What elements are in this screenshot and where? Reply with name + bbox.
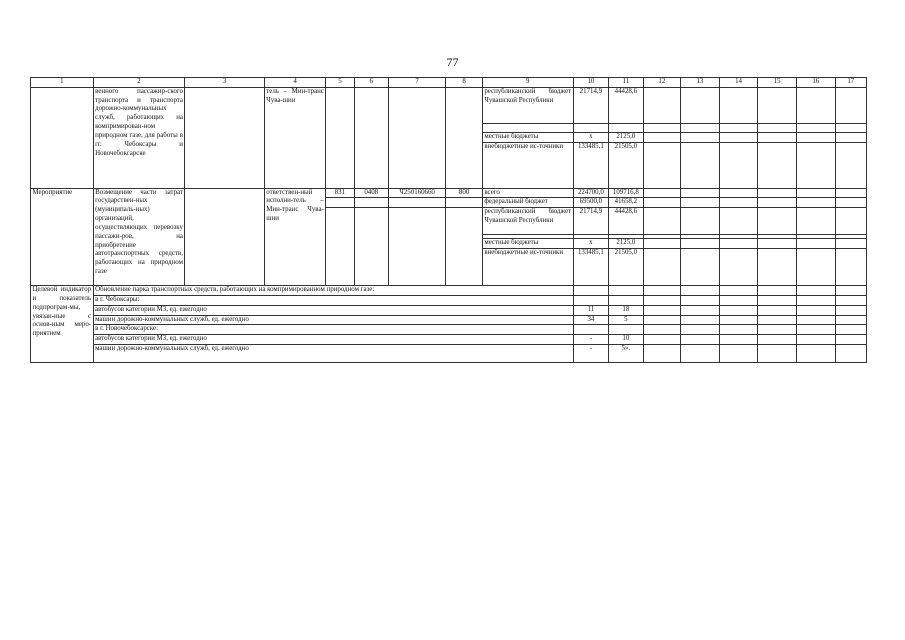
value-cell bbox=[573, 286, 608, 296]
program-table bbox=[30, 77, 867, 363]
value-cell bbox=[573, 295, 608, 305]
code-target-article: Ч250160660 bbox=[388, 188, 445, 198]
table-row bbox=[31, 345, 867, 363]
value-cell bbox=[573, 325, 608, 335]
value-cell: 2125,0 bbox=[609, 132, 643, 142]
code-grbs: 831 bbox=[326, 188, 354, 198]
funding-source: местные бюджеты bbox=[482, 132, 573, 142]
column-number: 6 bbox=[354, 78, 388, 88]
table-row bbox=[31, 315, 867, 325]
value-cell: 133485,1 bbox=[573, 142, 608, 188]
value-cell: 44428,6 bbox=[609, 87, 643, 123]
indicator-text: машин дорожно-коммунальных служб, ед. ежегодно bbox=[93, 345, 573, 363]
cell-empty bbox=[388, 87, 445, 188]
column-number: 12 bbox=[643, 78, 681, 88]
table-row bbox=[31, 325, 867, 335]
value-cell: 44428,6 bbox=[609, 208, 643, 235]
column-number: 13 bbox=[681, 78, 720, 88]
table-row bbox=[31, 286, 867, 296]
indicator-text: Обновление парка транспортных средств, работающих на компримированном природном газе: bbox=[93, 286, 573, 296]
column-number: 14 bbox=[719, 78, 758, 88]
value-cell: 5». bbox=[609, 345, 643, 363]
column-number: 3 bbox=[185, 78, 264, 88]
responsible-executor: тель – Мин-транс Чува-шии bbox=[264, 87, 326, 188]
value-cell bbox=[609, 325, 643, 335]
column-number: 17 bbox=[835, 78, 866, 88]
funding-source: республиканский бюджет Чувашской Республики bbox=[482, 208, 573, 235]
column-number: 10 bbox=[573, 78, 608, 88]
table-row bbox=[31, 305, 867, 315]
code-section: 0408 bbox=[354, 188, 388, 198]
value-cell: 133485,1 bbox=[573, 249, 608, 286]
indicator-text: в г. Новочебоксарске: bbox=[93, 325, 573, 335]
cell-empty bbox=[31, 87, 94, 188]
table-row bbox=[31, 87, 867, 123]
funding-source: местные бюджеты bbox=[482, 239, 573, 249]
cell-empty bbox=[185, 87, 264, 188]
value-cell: 11 bbox=[573, 305, 608, 315]
table-row bbox=[31, 188, 867, 198]
column-number: 11 bbox=[609, 78, 643, 88]
value-cell: 69500,0 bbox=[573, 198, 608, 208]
value-cell: - bbox=[573, 335, 608, 345]
table-row bbox=[31, 295, 867, 305]
value-cell: х bbox=[573, 239, 608, 249]
indicator-text: в г. Чебоксары: bbox=[93, 295, 573, 305]
funding-source: внебюджетные ис-точники bbox=[482, 142, 573, 188]
value-cell bbox=[609, 286, 643, 296]
indicator-text: машин дорожно-коммунальных служб, ед. ежегодно bbox=[93, 315, 573, 325]
value-cell: 5 bbox=[609, 315, 643, 325]
value-cell: 224700,0 bbox=[573, 188, 608, 198]
cell-empty bbox=[446, 87, 483, 188]
table-row bbox=[31, 335, 867, 345]
value-cell: 10 bbox=[609, 335, 643, 345]
funding-source: внебюджетные ис-точники bbox=[482, 249, 573, 286]
cell-empty bbox=[354, 87, 388, 188]
funding-source: всего bbox=[482, 188, 573, 198]
indicator-text: автобусов категории М3, ед. ежегодно bbox=[93, 305, 573, 315]
column-number: 1 bbox=[31, 78, 94, 88]
cell-empty bbox=[326, 87, 354, 188]
funding-source: республиканский бюджет Чувашской Республики bbox=[482, 87, 573, 123]
indicator-heading: Целевой индикатор и показатель подпрограм-мы, увязан-ные с основ-ным меро-приятием bbox=[31, 286, 94, 363]
value-cell: 21505,0 bbox=[609, 249, 643, 286]
value-cell: 18 bbox=[609, 305, 643, 315]
column-number: 8 bbox=[446, 78, 483, 88]
column-number: 7 bbox=[388, 78, 445, 88]
value-cell: 2125,0 bbox=[609, 239, 643, 249]
column-number: 4 bbox=[264, 78, 326, 88]
column-number: 9 bbox=[482, 78, 573, 88]
measure-description: Возмещение части затрат государствен-ных (муниципаль-ных) организаций, осуществляющих перевозку пассажи-ров, на приобретение автотранспортных средств, работающих на природном газе bbox=[93, 188, 185, 285]
value-cell: х bbox=[573, 132, 608, 142]
measure-description: венного пассажир-ского транспорта и транспорта дорожно-коммунальных служб, работающих на компримирован-ном природном газе, для работы в гг. Чебоксары и Новочебоксарске bbox=[93, 87, 185, 188]
code-expense-type: 800 bbox=[446, 188, 483, 198]
column-number: 2 bbox=[93, 78, 185, 88]
indicator-text: автобусов категории М3, ед. ежегодно bbox=[93, 335, 573, 345]
value-cell: 21714,9 bbox=[573, 208, 608, 235]
column-number: 5 bbox=[326, 78, 354, 88]
column-number-row bbox=[31, 78, 867, 88]
value-cell: 21714,9 bbox=[573, 87, 608, 123]
value-cell bbox=[609, 295, 643, 305]
value-cell: - bbox=[573, 345, 608, 363]
page-number: 77 bbox=[446, 55, 459, 69]
funding-source: федеральный бюджет bbox=[482, 198, 573, 208]
column-number: 15 bbox=[758, 78, 797, 88]
cell-empty bbox=[185, 188, 264, 285]
row-type: Мероприятие bbox=[31, 188, 94, 285]
responsible-executor: ответствен-ный исполни-тель – Мин-транс Чува-шии bbox=[264, 188, 326, 285]
value-cell: 21505,0 bbox=[609, 142, 643, 188]
value-cell: 41658,2 bbox=[609, 198, 643, 208]
column-number: 16 bbox=[796, 78, 835, 88]
value-cell: 109716,8 bbox=[609, 188, 643, 198]
value-cell: 34 bbox=[573, 315, 608, 325]
